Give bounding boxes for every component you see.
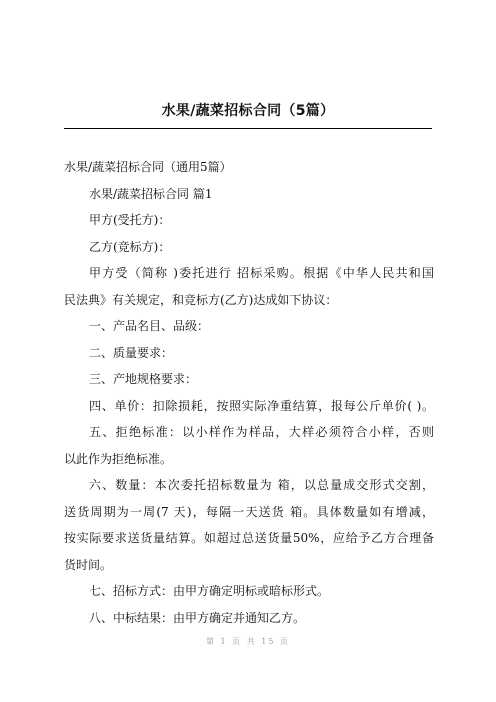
clause-5-continued: 以此作为拒绝标准。 [64, 451, 173, 466]
party-b-line: 乙方(竞标方)： [89, 239, 171, 254]
document-title: 水果/蔬菜招标合同（5篇） [161, 103, 335, 119]
clause-5: 五、拒绝标准：以小样作为样品，大样必须符合小样，否则 [89, 425, 434, 439]
paragraph-line: 甲方受（简称 )委托进行 招标采购。根据《中华人民共和国 [89, 266, 434, 280]
paragraph-line: 民法典》有关规定，和竞标方(乙方)达成如下协议： [64, 292, 338, 307]
section-heading: 水果/蔬菜招标合同 篇1 [89, 186, 213, 201]
page-footer: 第 1 页 共 15 页 [206, 637, 290, 646]
clause-4: 四、单价：扣除损耗，按照实际净重结算，报每公斤单价( )。 [89, 398, 434, 413]
clause-7: 七、招标方式：由甲方确定明标或暗标形式。 [89, 584, 330, 598]
clause-6-continued: 送货周期为一周(7 天)，每隔一天送货 箱。具体数量如有增减， [64, 504, 434, 519]
clause-6-continued: 货时间。 [64, 557, 113, 572]
clause-1: 一、产品名目、品级： [89, 319, 210, 333]
document-body [64, 154, 434, 631]
clause-6: 六、数量：本次委托招标数量为 箱，以总量成交形式交割， [89, 478, 434, 492]
clause-2: 二、质量要求： [89, 345, 174, 360]
clause-3: 三、产地规格要求： [89, 372, 198, 386]
party-a-line: 甲方(受托方)： [89, 213, 171, 227]
clause-6-continued: 按实际要求送货量结算。如超过总送货量50%，应给予乙方合理备 [64, 531, 434, 545]
clause-8: 八、中标结果：由甲方确定并通知乙方。 [89, 610, 306, 625]
subtitle: 水果/蔬菜招标合同（通用5篇） [64, 160, 232, 174]
title-underline [64, 128, 432, 129]
